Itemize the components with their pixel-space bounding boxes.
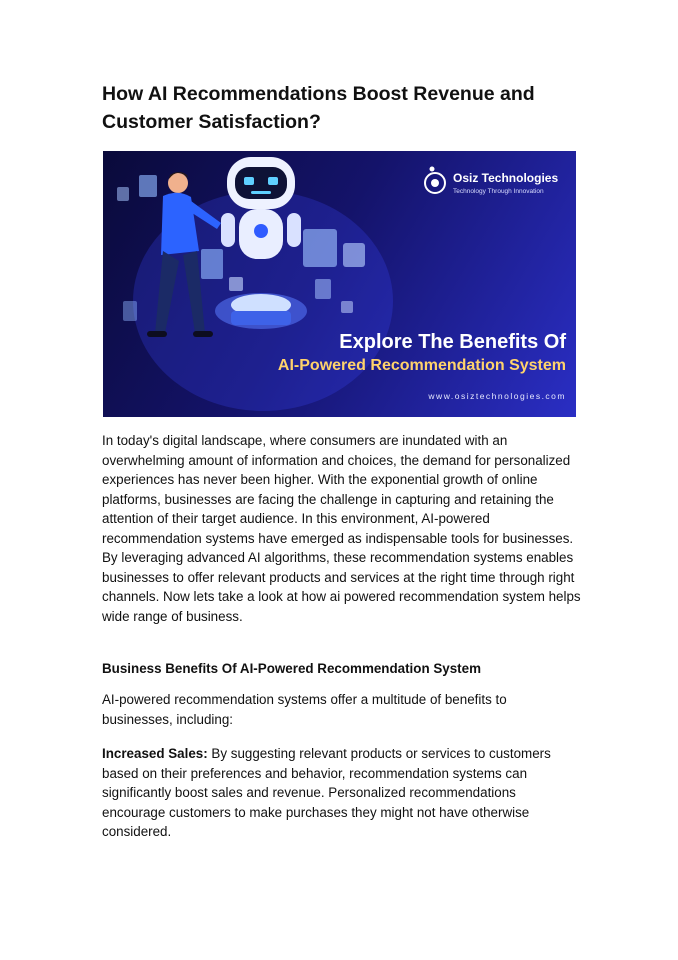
banner-subheadline: AI-Powered Recommendation System — [277, 357, 566, 374]
banner-url: www.osiztechnologies.com — [428, 391, 566, 401]
benefits-intro-paragraph: AI-powered recommendation systems offer a multitude of benefits to businesses, including: — [102, 692, 507, 727]
banner-headline: Explore The Benefits Of — [339, 331, 566, 353]
section-heading: Business Benefits Of AI-Powered Recommendation System — [102, 661, 481, 676]
intro-paragraph: In today's digital landscape, where consumers are inundated with an overwhelming amount of information and choices, the demand for personalized experiences has never been higher. With the exponential growth of online platforms, businesses are facing the challenge in capturing and retaining the attention of their target audience. In this environment, AI-powered recommendation systems have emerged as indispensable tools for businesses. By leveraging advanced AI algorithms, these recommendation systems enables businesses to offer relevant products and services at the right time through right channels. Now lets take a look at how ai powered recommendation system helps wide range of business. — [102, 433, 581, 624]
brand-tagline: Technology Through Innovation — [453, 188, 544, 195]
page-title: How AI Recommendations Boost Revenue and Customer Satisfaction? — [102, 83, 535, 133]
pedestal-base-icon — [231, 311, 291, 325]
osiz-logo-icon — [425, 167, 445, 194]
brand-name: Osiz Technologies — [453, 171, 559, 185]
benefit-increased-sales — [102, 744, 572, 842]
benefit-text: By suggesting relevant products or services to customers based on their preferences and behavior, recommendation systems can significantly boost sales and revenue. Personalized recommendations encourage customers to make purchases they might not have otherwise considered. — [102, 746, 551, 839]
hero-banner-image — [103, 151, 576, 417]
benefit-label: Increased Sales: — [102, 746, 208, 761]
